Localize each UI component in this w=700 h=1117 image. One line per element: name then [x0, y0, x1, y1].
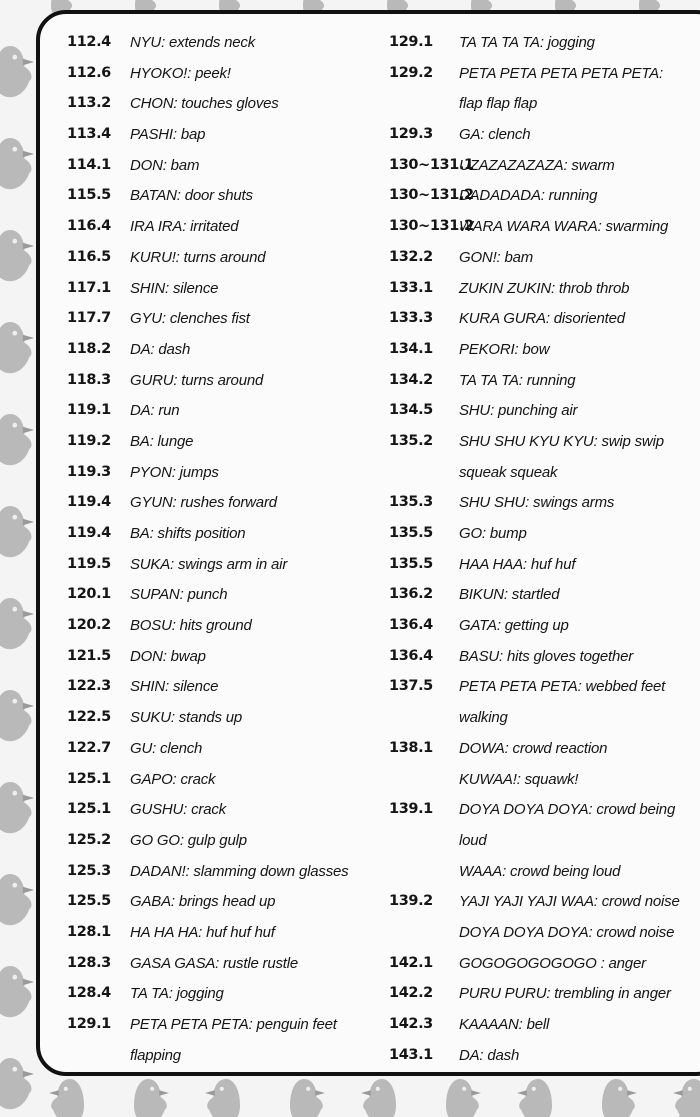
glossary-entry — [67, 951, 377, 982]
sound-effect-translation: DOYA DOYA DOYA: crowd being — [459, 801, 676, 819]
page-panel-number: 113.2 — [67, 95, 111, 112]
page-panel-number: 117.1 — [67, 279, 111, 296]
sound-effect-translation: ZUKIN ZUKIN: throb throb — [459, 279, 630, 297]
page-panel-number: 125.5 — [67, 893, 111, 910]
sound-effect-translation: flap flap flap — [459, 95, 538, 113]
sound-effect-translation: KUWAA!: squawk! — [459, 770, 579, 788]
sound-effect-translation: KURA GURA: disoriented — [459, 310, 625, 328]
glossary-entry — [67, 613, 377, 644]
glossary-entry — [389, 736, 700, 767]
page-panel-number: 139.2 — [389, 893, 433, 910]
sound-effect-translation: WAAA: crowd being loud — [459, 862, 621, 880]
glossary-entry — [67, 183, 377, 214]
sound-effect-translation: HYOKO!: peek! — [130, 64, 231, 82]
glossary-entry — [67, 61, 377, 92]
glossary-entry — [67, 368, 377, 399]
glossary-entry — [389, 889, 700, 920]
glossary-entry — [389, 705, 700, 736]
glossary-entry — [389, 214, 700, 245]
page-panel-number: 133.1 — [389, 279, 433, 296]
glossary-entry — [389, 368, 700, 399]
glossary-entry — [389, 429, 700, 460]
page-panel-number: 132.2 — [389, 248, 433, 265]
penguin-silhouette-icon — [673, 1079, 700, 1117]
page-panel-number: 129.1 — [67, 1016, 111, 1032]
sound-effect-translation: walking — [459, 709, 508, 727]
page-panel-number: 143.1 — [389, 1046, 433, 1063]
glossary-entry — [389, 122, 700, 153]
page-panel-number: 121.5 — [67, 647, 111, 664]
page-panel-number: 113.4 — [67, 126, 111, 143]
sound-effect-translation: SHU: punching air — [459, 402, 578, 420]
sound-effect-translation: PEKORI: bow — [459, 340, 550, 358]
glossary-entry — [67, 767, 377, 798]
glossary-entry — [67, 736, 377, 767]
penguin-silhouette-icon — [0, 690, 34, 741]
glossary-entry — [67, 674, 377, 705]
glossary-entry — [389, 613, 700, 644]
sound-effect-translation: DA: dash — [130, 340, 191, 358]
page-panel-number: 119.2 — [67, 432, 111, 449]
page-panel-number: 125.2 — [67, 831, 111, 848]
sound-effect-translation: GA: clench — [459, 126, 531, 144]
glossary-entry — [67, 889, 377, 920]
sound-effect-translation: DOWA: crowd reaction — [459, 739, 608, 757]
sound-effect-translation: GOGOGOGOGOGO : anger — [459, 954, 646, 972]
page-panel-number: 119.4 — [67, 494, 111, 511]
glossary-entry — [389, 1043, 700, 1074]
glossary-entry — [67, 644, 377, 675]
glossary-entry — [389, 61, 700, 92]
glossary-entry — [389, 398, 700, 429]
sound-effect-translation: DON: bwap — [130, 647, 206, 665]
page-panel-number: 135.5 — [389, 525, 433, 541]
page-panel-number: 130~131.1 — [389, 156, 474, 173]
glossary-entry — [67, 153, 377, 184]
page-panel-number: 125.1 — [67, 801, 111, 818]
glossary-entry — [389, 153, 700, 184]
sound-effect-translation: GURU: turns around — [130, 371, 264, 389]
glossary-entry — [389, 828, 700, 859]
penguin-silhouette-icon — [0, 966, 34, 1017]
glossary-entry — [67, 460, 377, 491]
sound-effect-translation: BIKUN: startled — [459, 586, 560, 604]
sound-effect-translation: SHU SHU KYU KYU: swip swip — [459, 432, 664, 450]
sound-effect-translation: TA TA: jogging — [130, 985, 224, 1003]
glossary-entry — [389, 460, 700, 491]
page-panel-number: 128.3 — [67, 954, 111, 971]
glossary-entry — [67, 429, 377, 460]
sound-effect-translation: UZAZAZAZAZA: swarm — [459, 156, 615, 174]
page-panel-number: 138.1 — [389, 739, 433, 756]
page-panel-number: 135.2 — [389, 432, 433, 449]
glossary-entry — [67, 920, 377, 951]
sound-effect-translation: CHON: touches gloves — [130, 95, 279, 113]
glossary-entry — [389, 245, 700, 276]
page-panel-number: 133.3 — [389, 310, 433, 327]
glossary-entry — [389, 797, 700, 828]
penguin-silhouette-icon — [0, 230, 34, 281]
glossary-entry — [67, 981, 377, 1012]
page-panel-number: 119.1 — [67, 402, 111, 419]
page-panel-number: 137.5 — [389, 678, 433, 695]
glossary-entry — [389, 981, 700, 1012]
glossary-entry — [67, 30, 377, 61]
glossary-left-column — [67, 30, 377, 1073]
sound-effect-translation: GAPO: crack — [130, 770, 216, 788]
sound-effect-translation: HA HA HA: huf huf huf — [130, 923, 275, 941]
sound-effect-translation: SUPAN: punch — [130, 586, 228, 604]
page-panel-number: 142.1 — [389, 954, 433, 971]
page-panel-number: 135.5 — [389, 555, 433, 572]
penguin-silhouette-icon — [0, 1058, 34, 1109]
page-panel-number: 130~131.2 — [389, 187, 474, 204]
sound-effect-translation: PETA PETA PETA: webbed feet — [459, 678, 666, 696]
glossary-entry — [389, 767, 700, 798]
glossary-entry — [67, 490, 377, 521]
page-panel-number: 129.3 — [389, 126, 433, 143]
penguin-silhouette-icon — [0, 598, 34, 649]
penguin-silhouette-icon — [0, 782, 34, 833]
page-panel-number: 116.4 — [67, 218, 111, 235]
penguin-silhouette-icon — [0, 874, 34, 925]
glossary-entry — [67, 245, 377, 276]
penguin-silhouette-icon — [361, 1079, 396, 1117]
glossary-entry — [67, 337, 377, 368]
penguin-silhouette-icon — [0, 322, 34, 373]
glossary-entry — [389, 91, 700, 122]
penguin-silhouette-icon — [49, 1079, 84, 1117]
page-panel-number: 134.5 — [389, 402, 433, 419]
glossary-entry — [67, 306, 377, 337]
penguin-silhouette-icon — [0, 138, 34, 189]
glossary-entry — [389, 30, 700, 61]
sound-effect-translation: BOSU: hits ground — [130, 617, 252, 635]
glossary-entry — [389, 1012, 700, 1043]
page-panel-number: 136.4 — [389, 617, 433, 634]
sound-effect-translation: TA TA TA: running — [459, 371, 576, 389]
page-panel-number: 112.6 — [67, 64, 111, 81]
glossary-entry — [67, 214, 377, 245]
penguin-silhouette-icon — [446, 1079, 481, 1117]
glossary-entry — [389, 552, 700, 583]
penguin-silhouette-icon — [0, 506, 34, 557]
page-panel-number: 129.2 — [389, 64, 433, 81]
glossary-entry — [389, 183, 700, 214]
glossary-entry — [67, 552, 377, 583]
penguin-silhouette-icon — [517, 1079, 552, 1117]
penguin-silhouette-icon — [0, 46, 34, 97]
sound-effect-translation: GYU: clenches fist — [130, 310, 250, 328]
sound-effect-translation: KURU!: turns around — [130, 248, 266, 266]
sound-effect-translation: BATAN: door shuts — [130, 187, 253, 205]
sound-effect-translation: DA: run — [130, 402, 180, 420]
glossary-entry — [67, 91, 377, 122]
sound-effect-translation: GO GO: gulp gulp — [130, 831, 247, 849]
glossary-entry — [67, 828, 377, 859]
page-panel-number: 142.2 — [389, 985, 433, 1002]
page-panel-number: 118.2 — [67, 340, 111, 357]
glossary-entry — [389, 276, 700, 307]
glossary-entry — [67, 859, 377, 890]
sound-effect-translation: loud — [459, 831, 487, 849]
page-panel-number: 139.1 — [389, 801, 433, 818]
glossary-entry — [389, 951, 700, 982]
glossary-entry — [67, 1012, 377, 1043]
penguin-silhouette-icon — [205, 1079, 240, 1117]
sound-effect-translation: DADAN!: slamming down glasses — [130, 862, 349, 880]
sound-effect-translation: SHU SHU: swings arms — [459, 494, 615, 512]
glossary-entry — [67, 276, 377, 307]
page-panel-number: 112.4 — [67, 34, 111, 50]
glossary-entry — [67, 122, 377, 153]
page-panel-number: 120.1 — [67, 586, 111, 603]
sound-effect-translation: DON: bam — [130, 156, 200, 174]
glossary-entry — [389, 859, 700, 890]
sound-effect-translation: SUKA: swings arm in air — [130, 555, 288, 573]
page-panel-number: 142.3 — [389, 1016, 433, 1032]
penguin-silhouette-icon — [134, 1079, 169, 1117]
sound-effect-translation: squeak squeak — [459, 463, 558, 481]
page-panel-number: 117.7 — [67, 310, 111, 327]
sound-effect-translation: GATA: getting up — [459, 617, 569, 635]
sound-effect-translation: GON!: bam — [459, 248, 534, 266]
glossary-entry — [389, 306, 700, 337]
page-panel-number: 134.2 — [389, 371, 433, 388]
glossary-entry — [389, 490, 700, 521]
sound-effect-translation: PASHI: bap — [130, 126, 206, 144]
page-panel-number: 128.4 — [67, 985, 111, 1002]
sound-effect-translation: NYU: extends neck — [130, 34, 255, 51]
page-panel-number: 125.1 — [67, 770, 111, 787]
page-panel-number: 122.3 — [67, 678, 111, 695]
sound-effect-translation: DADADADA: running — [459, 187, 598, 205]
page-panel-number: 115.5 — [67, 187, 111, 204]
page-panel-number: 118.3 — [67, 371, 111, 388]
sound-effect-translation: PETA PETA PETA: penguin feet — [130, 1016, 337, 1033]
sound-effect-translation: GU: clench — [130, 739, 203, 757]
sound-effect-translation: DA: dash — [459, 1046, 520, 1064]
page-panel-number: 114.1 — [67, 156, 111, 173]
sound-effect-translation: GO: bump — [459, 525, 527, 542]
sound-effect-translation: PURU PURU: trembling in anger — [459, 985, 671, 1003]
sound-effect-translation: BA: shifts position — [130, 525, 246, 542]
page-panel-number: 129.1 — [389, 34, 433, 50]
sound-effect-translation: WARA WARA WARA: swarming — [459, 218, 669, 236]
sound-effect-translation: SHIN: silence — [130, 279, 219, 297]
sound-effect-translation: SUKU: stands up — [130, 709, 243, 727]
sound-effect-translation: flapping — [130, 1046, 181, 1064]
page-panel-number: 135.3 — [389, 494, 433, 511]
sound-effect-translation: BA: lunge — [130, 432, 194, 450]
sound-effect-translation: GASA GASA: rustle rustle — [130, 954, 299, 972]
page-panel-number: 119.3 — [67, 463, 111, 480]
sound-effect-translation: SHIN: silence — [130, 678, 219, 696]
glossary-entry — [389, 337, 700, 368]
sound-effect-translation: PYON: jumps — [130, 463, 219, 481]
page-panel-number: 119.4 — [67, 525, 111, 541]
sound-effect-translation: IRA IRA: irritated — [130, 218, 239, 236]
page-panel-number: 119.5 — [67, 555, 111, 572]
sound-effect-translation: HAA HAA: huf huf — [459, 555, 576, 573]
sound-effect-translation: YAJI YAJI YAJI WAA: crowd noise — [459, 893, 680, 911]
sound-effect-translation: KAAAAN: bell — [459, 1016, 550, 1033]
page-panel-number: 122.5 — [67, 709, 111, 726]
glossary-entry — [67, 705, 377, 736]
glossary-entry — [389, 582, 700, 613]
page-panel-number: 136.4 — [389, 647, 433, 664]
sound-effect-translation: GYUN: rushes forward — [130, 494, 277, 512]
glossary-entry — [389, 521, 700, 552]
page-panel-number: 128.1 — [67, 923, 111, 940]
penguin-silhouette-icon — [602, 1079, 637, 1117]
glossary-entry — [67, 1043, 377, 1074]
sound-effect-translation: DOYA DOYA DOYA: crowd noise — [459, 923, 675, 941]
glossary-entry — [67, 797, 377, 828]
page-panel-number: 130~131.2 — [389, 218, 474, 235]
glossary-entry — [67, 521, 377, 552]
page-panel-number: 122.7 — [67, 739, 111, 756]
page-panel-number: 136.2 — [389, 586, 433, 603]
glossary-entry — [67, 398, 377, 429]
page-panel-number: 120.2 — [67, 617, 111, 634]
glossary-right-column — [389, 30, 700, 1073]
page-panel-number: 134.1 — [389, 340, 433, 357]
penguin-silhouette-icon — [290, 1079, 325, 1117]
glossary-entry — [67, 582, 377, 613]
sound-effect-translation: BASU: hits gloves together — [459, 647, 634, 665]
page-panel-number: 116.5 — [67, 248, 111, 265]
page-panel-number: 125.3 — [67, 862, 111, 879]
sound-effect-translation: TA TA TA TA: jogging — [459, 34, 595, 51]
sound-effect-translation: PETA PETA PETA PETA PETA: — [459, 64, 663, 82]
sound-effect-translation: GUSHU: crack — [130, 801, 226, 819]
glossary-entry — [389, 674, 700, 705]
sound-effect-translation: GABA: brings head up — [130, 893, 276, 911]
glossary-entry — [389, 920, 700, 951]
penguin-silhouette-icon — [0, 414, 34, 465]
glossary-entry — [389, 644, 700, 675]
